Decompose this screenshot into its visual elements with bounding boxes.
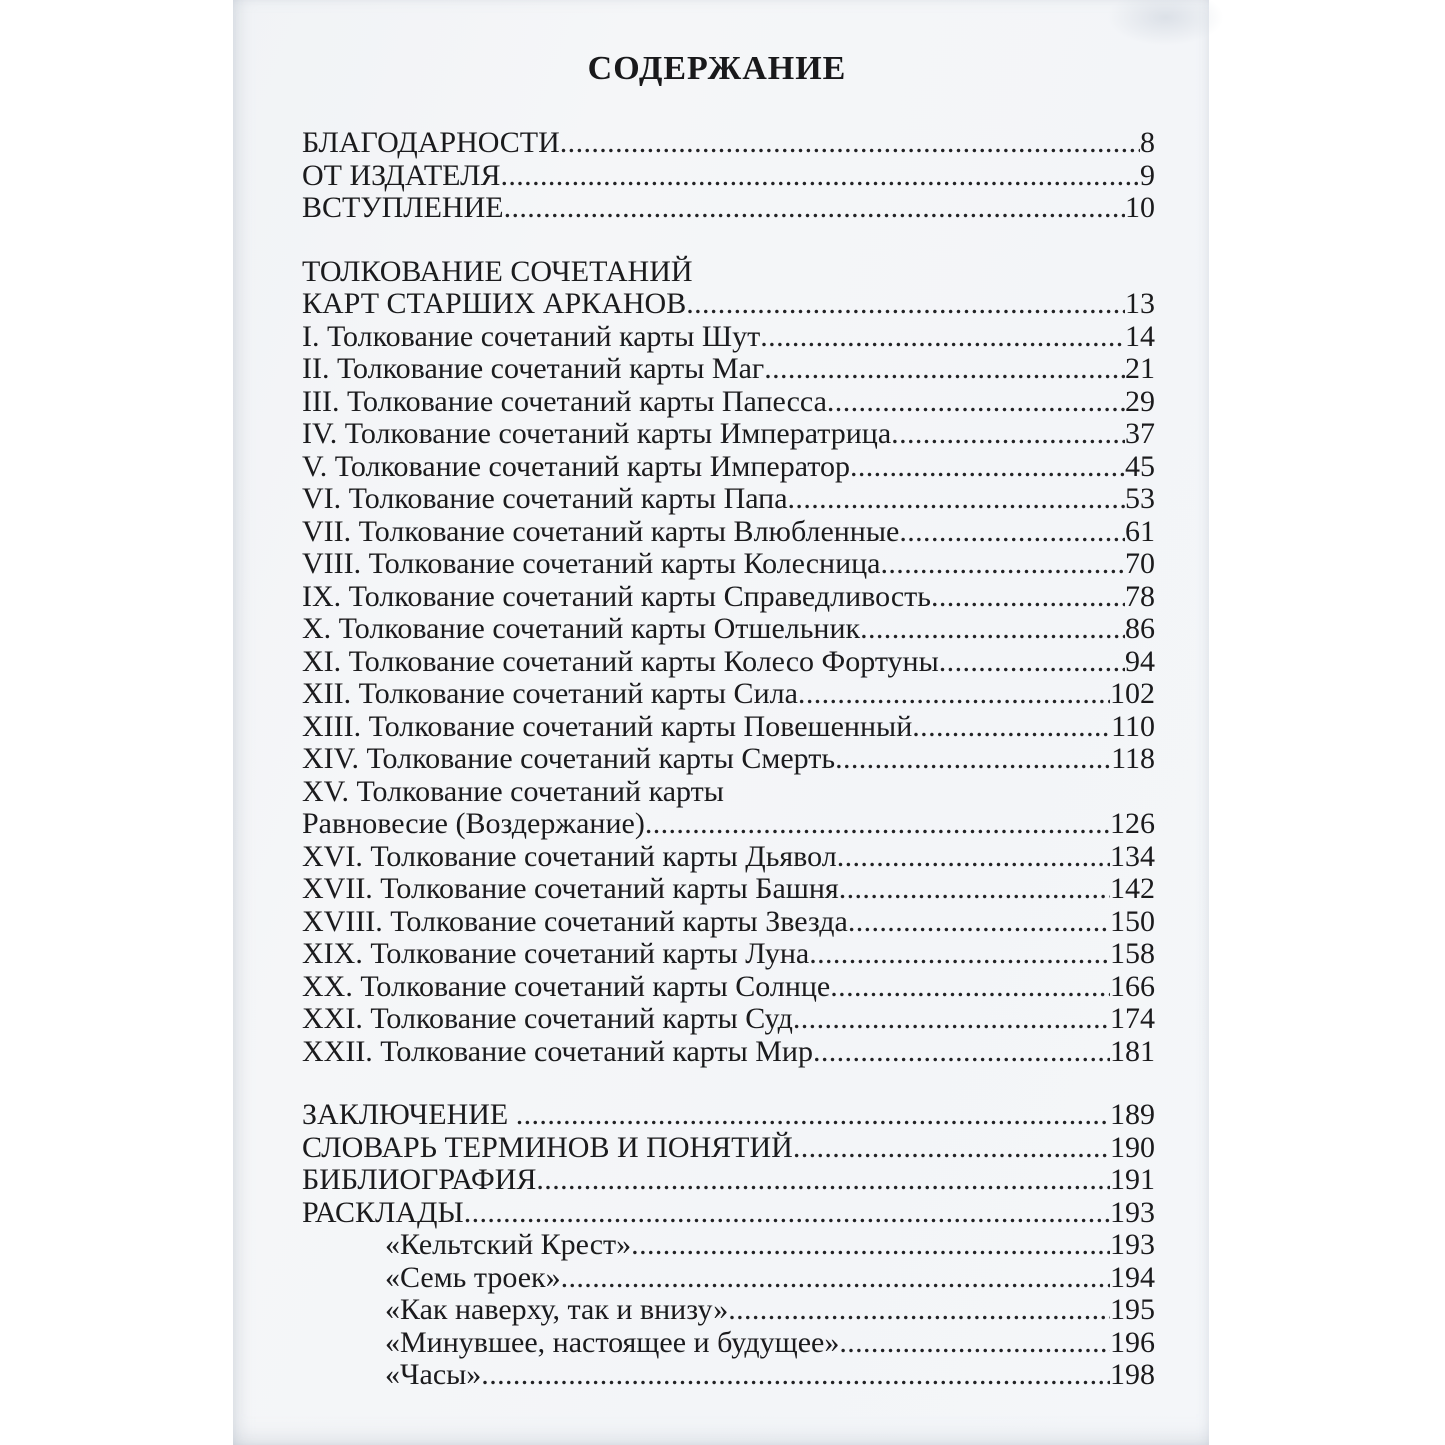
toc-entry-label: XIV. Толкование сочетаний карты Смерть [302,742,836,775]
toc-entry-label: XXI. Толкование сочетаний карты Суд [302,1002,793,1035]
toc-entry [302,483,1155,516]
toc-entry-label: КАРТ СТАРШИХ АРКАНОВ [302,287,687,320]
toc-entry-label: «Как наверху, так и внизу» [385,1293,729,1326]
toc-leader-dots [645,808,1110,841]
toc-entry-page: 37 [1125,417,1155,450]
toc-entry-label: XIII. Толкование сочетаний карты Повешенный [302,709,913,743]
toc-entry-page: 9 [1140,158,1155,192]
toc-leader-dots [809,938,1110,971]
toc-entry-label: БИБЛИОГРАФИЯ [302,1163,537,1196]
toc-entry-page: 61 [1125,514,1155,548]
toc-entry [302,711,1155,744]
toc-list [302,127,1155,1392]
toc-entry-page: 166 [1110,969,1155,1003]
toc-entry [302,160,1155,193]
toc-entry [302,1359,1155,1392]
toc-leader-dots [850,451,1125,484]
toc-entry-page: 86 [1125,612,1155,645]
toc-entry-page: 21 [1125,352,1155,385]
toc-entry-label: РАСКЛАДЫ [302,1195,464,1229]
toc-leader-dots [899,516,1125,549]
toc-entry-label: XII. Толкование сочетаний карты Сила [302,677,798,710]
toc-entry-label: IV. Толкование сочетаний карты Императрица [302,417,892,450]
toc-entry [302,841,1155,874]
toc-entry-page: 118 [1111,742,1155,775]
toc-entry [302,1036,1155,1069]
toc-leader-dots [912,711,1111,744]
toc-entry [302,1197,1155,1230]
toc-leader-dots [686,288,1125,321]
toc-entry [302,548,1155,581]
toc-leader-dots [813,1036,1110,1069]
toc-entry-page: 8 [1140,126,1155,159]
toc-entry-label: XXII. Толкование сочетаний карты Мир [302,1034,813,1068]
toc-entry-label: VII. Толкование сочетаний карты Влюбленные [302,514,900,548]
toc-entry-page: 193 [1110,1195,1155,1229]
toc-entry [302,906,1155,939]
toc-entry-page: 70 [1125,547,1155,580]
toc-entry-label: IX. Толкование сочетаний карты Справедливость [302,579,931,613]
toc-entry [302,418,1155,451]
toc-entry-page: 189 [1110,1098,1155,1131]
toc-entry-page: 194 [1110,1260,1155,1294]
toc-entry [302,127,1155,160]
toc-entry-label: ЗАКЛЮЧЕНИЕ [302,1098,516,1131]
toc-leader-dots [561,1262,1110,1295]
toc-entry [302,353,1155,386]
toc-entry-page: 196 [1110,1325,1155,1359]
page-smudge [1088,0,1243,55]
toc-leader-dots [516,1099,1110,1132]
toc-entry-page: 13 [1125,287,1155,320]
toc-entry [302,1164,1155,1197]
toc-entry-label: «Минувшее, настоящее и будущее» [385,1325,840,1359]
toc-entry [302,743,1155,776]
toc-entry-label: XI. Толкование сочетаний карты Колесо Фортуны [302,644,939,678]
toc-entry-label: V. Толкование сочетаний карты Император [302,449,850,483]
toc-entry [302,1003,1155,1036]
toc-entry-label: «Кельтский Крест» [385,1228,632,1261]
toc-leader-dots [504,192,1125,225]
toc-entry-page: 158 [1110,937,1155,970]
toc-entry [302,613,1155,646]
toc-entry [302,581,1155,614]
toc-entry-page: 10 [1125,191,1155,224]
toc-leader-dots [839,873,1110,906]
toc-title: СОДЕРЖАНИЕ [587,50,847,87]
toc-entry-label: XX. Толкование сочетаний карты Солнце [302,969,831,1003]
toc-entry-page: 193 [1110,1228,1155,1261]
toc-entry [302,1262,1155,1295]
toc-leader-dots [536,1164,1110,1197]
toc-entry-label: XVI. Толкование сочетаний карты Дьявол [302,839,837,873]
toc-entry-label: XVIII. Толкование сочетаний карты Звезда [302,904,848,938]
toc-entry-page: 191 [1110,1163,1155,1196]
toc-leader-dots [860,613,1125,646]
toc-leader-dots [560,127,1140,160]
toc-entry-label: ОТ ИЗДАТЕЛЯ [302,158,501,192]
toc-leader-dots [788,483,1125,516]
toc-leader-dots [793,1132,1110,1165]
toc-entry-label: VI. Толкование сочетаний карты Папа [302,482,788,515]
toc-entry-label: I. Толкование сочетаний карты Шут [302,319,761,353]
toc-entry-page: 134 [1110,839,1155,873]
toc-entry [302,321,1155,354]
toc-leader-dots [764,353,1125,386]
toc-entry-label: II. Толкование сочетаний карты Маг [302,352,765,385]
toc-entry-page: 198 [1110,1358,1155,1391]
toc-leader-dots [891,418,1125,451]
toc-entry [302,971,1155,1004]
toc-entry-label: ВСТУПЛЕНИЕ [302,191,504,224]
toc-leader-dots [798,678,1110,711]
toc-entry-label: «Часы» [385,1358,482,1391]
toc-leader-dots [481,1359,1110,1392]
toc-leader-dots [931,581,1125,614]
toc-entry [302,256,1155,289]
toc-entry-label: XV. Толкование сочетаний карты [302,774,724,808]
toc-entry [302,678,1155,711]
toc-entry-page: 174 [1110,1002,1155,1035]
toc-entry-page: 150 [1110,904,1155,938]
toc-entry-page: 45 [1125,449,1155,483]
toc-entry-page: 29 [1125,384,1155,418]
toc-entry-page: 190 [1110,1130,1155,1164]
toc-entry [302,1099,1155,1132]
toc-entry [302,288,1155,321]
page-sheet [233,0,1209,1445]
toc-leader-dots [500,160,1140,193]
toc-entry [302,808,1155,841]
toc-entry [302,1132,1155,1165]
toc-leader-dots [830,971,1110,1004]
toc-leader-dots [837,841,1110,874]
toc-entry [302,873,1155,906]
toc-leader-dots [793,1003,1110,1036]
toc-entry-label: III. Толкование сочетаний карты Папесса [302,384,827,418]
toc-leader-dots [631,1229,1110,1262]
toc-entry-page: 14 [1125,319,1155,353]
toc-entry [302,938,1155,971]
toc-entry-label: X. Толкование сочетаний карты Отшельник [302,612,861,645]
toc-leader-dots [760,321,1125,354]
toc-entry-label: Равновесие (Воздержание) [302,807,645,840]
toc-entry-page: 78 [1125,579,1155,613]
toc-leader-dots [848,906,1110,939]
toc-leader-dots [839,1327,1110,1360]
toc-entry [302,1294,1155,1327]
toc-entry [302,386,1155,419]
toc-leader-dots [728,1294,1110,1327]
toc-entry-label: ТОЛКОВАНИЕ СОЧЕТАНИЙ [302,254,693,288]
toc-entry-label: СЛОВАРЬ ТЕРМИНОВ И ПОНЯТИЙ [302,1130,793,1164]
toc-entry-page: 53 [1125,482,1155,515]
toc-entry-label: БЛАГОДАРНОСТИ [302,126,560,159]
toc-leader-dots [939,646,1125,679]
toc-entry [302,1229,1155,1262]
toc-entry-label: XVII. Толкование сочетаний карты Башня [302,872,839,905]
toc-entry [302,776,1155,809]
toc-entry [302,192,1155,225]
toc-entry-page: 126 [1110,807,1155,840]
toc-entry-label: VIII. Толкование сочетаний карты Колесница [302,547,881,580]
toc-entry-page: 181 [1110,1034,1155,1068]
toc-entry-page: 102 [1110,677,1155,710]
toc-leader-dots [464,1197,1110,1230]
toc-entry-page: 142 [1110,872,1155,905]
toc-entry [302,516,1155,549]
toc-entry [302,646,1155,679]
toc-leader-dots [827,386,1125,419]
toc-leader-dots [835,743,1111,776]
toc-entry-label: XIX. Толкование сочетаний карты Луна [302,937,810,970]
toc-entry-label: «Семь троек» [385,1260,561,1294]
toc-entry-page: 195 [1110,1293,1155,1326]
toc-leader-dots [881,548,1126,581]
toc-entry-page: 94 [1125,644,1155,678]
toc-entry-page: 110 [1111,709,1155,743]
toc-entry [302,451,1155,484]
toc-entry [302,1327,1155,1360]
